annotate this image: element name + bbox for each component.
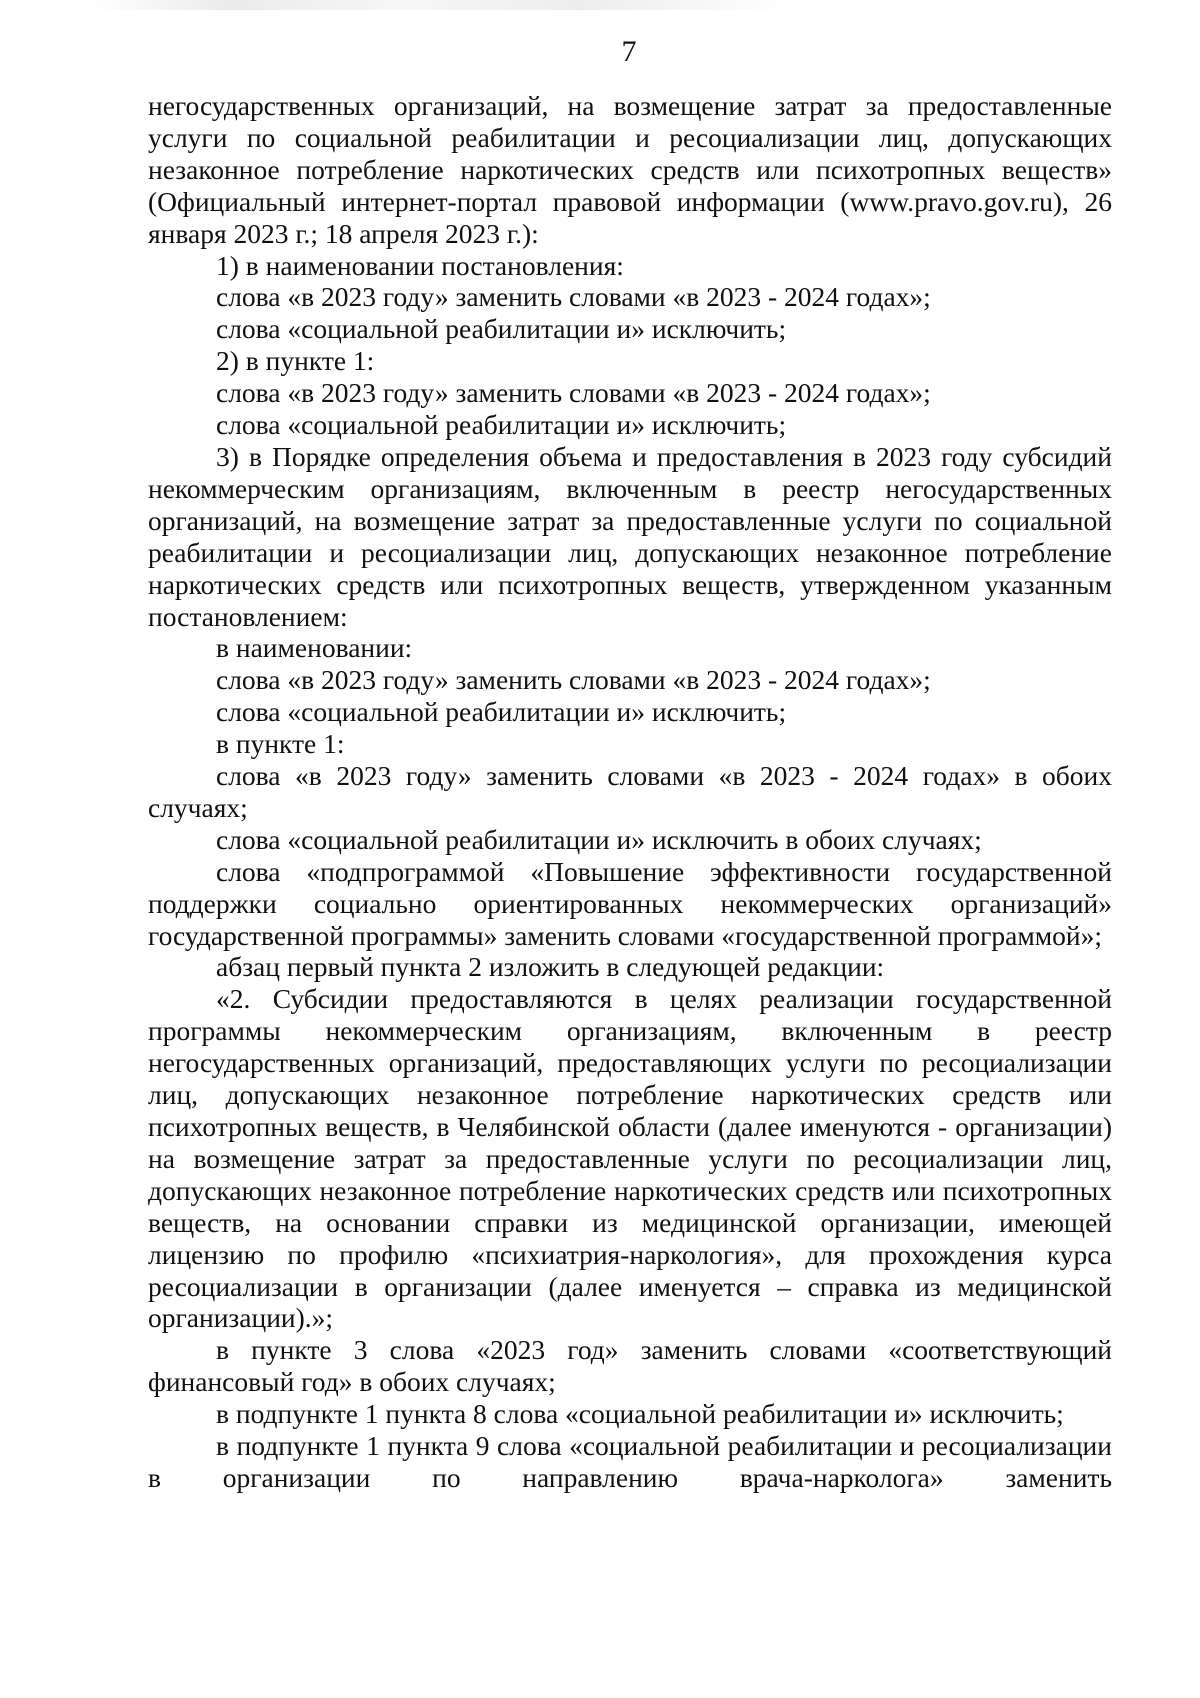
paragraph-2: слова «в 2023 году» заменить словами «в 2023 - 2024 годах»;	[216, 281, 931, 313]
paragraph-3: слова «социальной реабилитации и» исключить;	[216, 313, 787, 345]
paragraph-7: 3) в Порядке определения объема и предоставления в 2023 году субсидий некоммерческим организациям, включенным в реестр негосударственных организаций, на возмещение затрат за предоставленные услуги по социальной реабилитации и ресоциализации лиц, допускающих незаконное потребление наркотических средств или психотропных веществ, утвержденном указанным постановлением:	[148, 440, 1112, 632]
paragraph-18: в подпункте 1 пункта 8 слова «социальной реабилитации и» исключить;	[216, 1398, 1064, 1430]
paragraph-12: слова «в 2023 году» заменить словами «в 2023 - 2024 годах» в обоих случаях;	[148, 760, 1112, 823]
paragraph-19: в подпункте 1 пункта 9 слова «социальной реабилитации и ресоциализации в организации по направлению врача-нарколога» заменить	[148, 1430, 1112, 1493]
paragraph-14: слова «подпрограммой «Повышение эффективности государственной поддержки социально ориентированных некоммерческих организаций» государственной программы» заменить словами «государственной программой»;	[148, 855, 1112, 951]
page-number: 7	[621, 35, 637, 68]
paragraph-11: в пункте 1:	[216, 728, 345, 760]
paragraph-16: «2. Субсидии предоставляются в целях реализации государственной программы некоммерческим организациям, включенным в реестр негосударственных организаций, предоставляющих услуги по ресоциализации лиц, допускающих незаконное потребление наркотических средств или психотропных веществ, в Челябинской области (далее именуются - организации) на возмещение затрат за предоставленные услуги по ресоциализации лиц, допускающих незаконное потребление наркотических средств или психотропных веществ, на основании справки из медицинской организации, имеющей лицензию по профилю «психиатрия-наркология», для прохождения курса ресоциализации в организации (далее именуется – справка из медицинской организации).»;	[148, 983, 1112, 1334]
paragraph-10: слова «социальной реабилитации и» исключить;	[216, 696, 787, 728]
scan-artifact	[90, 0, 790, 10]
paragraph-4: 2) в пункте 1:	[216, 345, 375, 377]
paragraph-17: в пункте 3 слова «2023 год» заменить словами «соответствующий финансовый год» в обоих случаях;	[148, 1334, 1112, 1398]
paragraph-15: абзац первый пункта 2 изложить в следующей редакции:	[216, 951, 885, 983]
paragraph-1: 1) в наименовании постановления:	[216, 249, 624, 281]
paragraph-6: слова «социальной реабилитации и» исключить;	[216, 409, 787, 441]
paragraph-0: негосударственных организаций, на возмещение затрат за предоставленные услуги по социальной реабилитации и ресоциализации лиц, допускающих незаконное потребление наркотических средств или психотропных веществ» (Официальный интернет-портал правовой информации (www.pravo.gov.ru), 26 января 2023 г.; 18 апреля 2023 г.):	[148, 90, 1112, 249]
paragraph-13: слова «социальной реабилитации и» исключить в обоих случаях;	[216, 823, 982, 855]
paragraph-9: слова «в 2023 году» заменить словами «в 2023 - 2024 годах»;	[216, 664, 931, 696]
document-body	[148, 90, 1112, 1494]
paragraph-5: слова «в 2023 году» заменить словами «в 2023 - 2024 годах»;	[216, 377, 931, 409]
paragraph-8: в наименовании:	[216, 632, 413, 664]
